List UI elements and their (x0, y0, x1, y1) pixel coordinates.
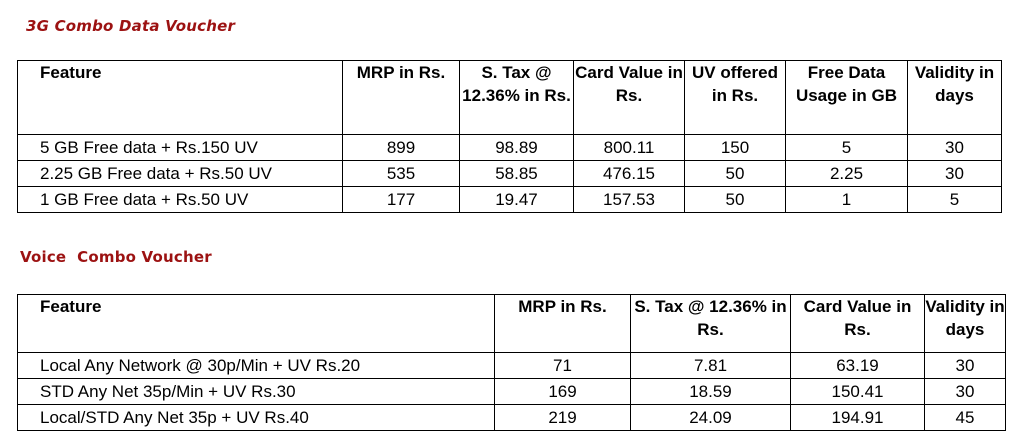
table-header-row (18, 61, 1002, 135)
table-cell: 5 (786, 135, 908, 161)
column-header: Feature (18, 295, 495, 353)
table-cell: 45 (925, 405, 1006, 431)
table-cell: Local/STD Any Net 35p + UV Rs.40 (18, 405, 495, 431)
table-row (18, 405, 1006, 431)
table-cell: 157.53 (574, 187, 685, 213)
table-cell: 50 (685, 187, 786, 213)
table-cell: 30 (925, 353, 1006, 379)
table-row (18, 161, 1002, 187)
table-row (18, 353, 1006, 379)
table-cell: 18.59 (631, 379, 791, 405)
table-header-row (18, 295, 1006, 353)
table-cell: 50 (685, 161, 786, 187)
table-cell: 30 (925, 379, 1006, 405)
table-cell: 30 (908, 135, 1002, 161)
column-header: Free Data Usage in GB (786, 61, 908, 135)
table-cell: 63.19 (791, 353, 925, 379)
column-header: Card Value in Rs. (574, 61, 685, 135)
table-cell: 535 (343, 161, 460, 187)
column-header: MRP in Rs. (495, 295, 631, 353)
column-header: Feature (18, 61, 343, 135)
table-cell: 5 (908, 187, 1002, 213)
table-cell: 71 (495, 353, 631, 379)
column-header: Card Value in Rs. (791, 295, 925, 353)
table-cell: 7.81 (631, 353, 791, 379)
section-title-voice-combo: Voice Combo Voucher (20, 248, 212, 266)
table-cell: 177 (343, 187, 460, 213)
table-cell: 2.25 (786, 161, 908, 187)
column-header: S. Tax @ 12.36% in Rs. (460, 61, 574, 135)
table-cell: 150.41 (791, 379, 925, 405)
table-cell: 5 GB Free data + Rs.150 UV (18, 135, 343, 161)
table-cell: 98.89 (460, 135, 574, 161)
table-cell: 19.47 (460, 187, 574, 213)
table-cell: 899 (343, 135, 460, 161)
table-row (18, 187, 1002, 213)
voice-voucher-table (17, 294, 1006, 431)
table-cell: 30 (908, 161, 1002, 187)
table-row (18, 379, 1006, 405)
column-header: S. Tax @ 12.36% in Rs. (631, 295, 791, 353)
section-title-3g-combo: 3G Combo Data Voucher (26, 17, 236, 35)
table-cell: 476.15 (574, 161, 685, 187)
column-header: UV offered in Rs. (685, 61, 786, 135)
table-cell: 219 (495, 405, 631, 431)
table-cell: 58.85 (460, 161, 574, 187)
table-cell: 1 (786, 187, 908, 213)
table-cell: 24.09 (631, 405, 791, 431)
table-cell: 150 (685, 135, 786, 161)
data-voucher-table (17, 60, 1002, 213)
column-header: Validity in days (925, 295, 1006, 353)
table-cell: 169 (495, 379, 631, 405)
column-header: MRP in Rs. (343, 61, 460, 135)
table-cell: 194.91 (791, 405, 925, 431)
table-cell: 1 GB Free data + Rs.50 UV (18, 187, 343, 213)
table-row (18, 135, 1002, 161)
table-cell: Local Any Network @ 30p/Min + UV Rs.20 (18, 353, 495, 379)
table-cell: 2.25 GB Free data + Rs.50 UV (18, 161, 343, 187)
table-cell: 800.11 (574, 135, 685, 161)
column-header: Validity in days (908, 61, 1002, 135)
table-cell: STD Any Net 35p/Min + UV Rs.30 (18, 379, 495, 405)
